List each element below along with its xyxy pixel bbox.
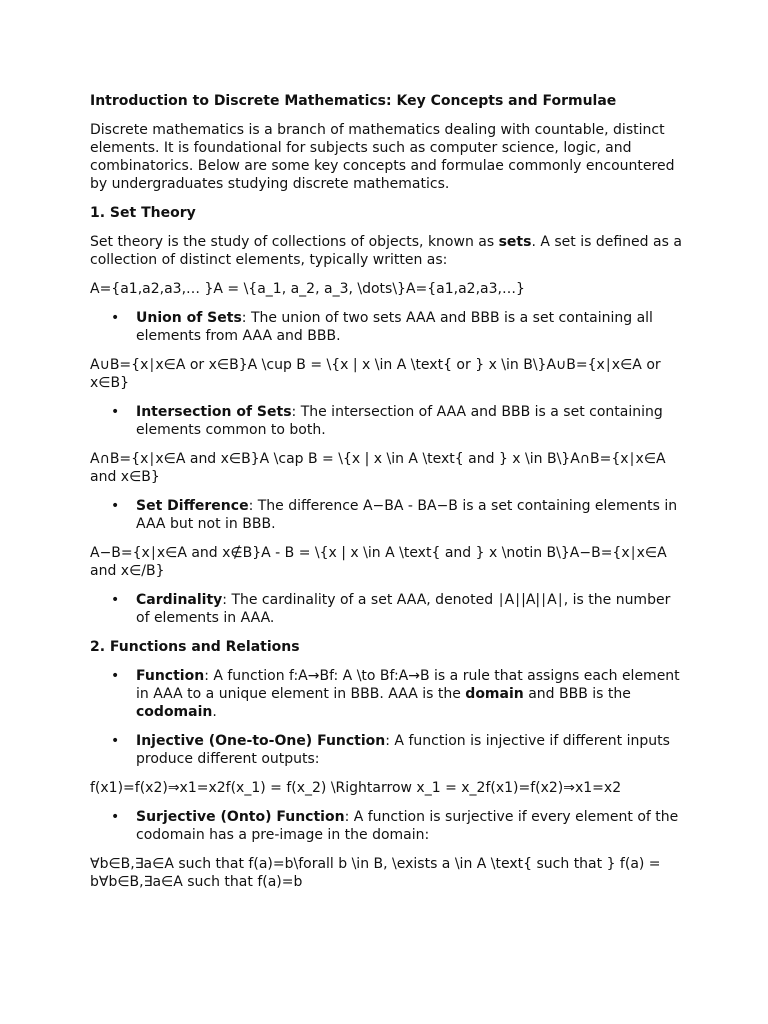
- bold-term: codomain: [136, 704, 213, 720]
- bullet-icon: •: [111, 668, 120, 684]
- text-run: Set theory is the study of collections of objects, known as: [90, 234, 499, 250]
- surjective-formula: ∀b∈B,∃a∈A such that f(a)=b\forall b \in B, \exists a \in A \text{ such that } f(a) = b∀b∈B,∃a∈A such that f(a)=b: [90, 856, 661, 890]
- section-heading-set-theory: 1. Set Theory: [90, 205, 196, 221]
- list-item-function: [90, 667, 682, 721]
- intersection-formula: A∩B={x∣x∈A and x∈B}A \cap B = \{x | x \in A \text{ and } x \in B\}A∩B={x∣x∈A and x∈B}: [90, 451, 666, 485]
- bullet-icon: •: [111, 592, 120, 608]
- list-item-set-difference: [90, 497, 682, 533]
- text-run: : The union of two sets AAA and BBB is a set containing all elements from AAA and BBB.: [136, 310, 653, 344]
- bold-term: Union of Sets: [136, 310, 242, 326]
- bullet-list: [90, 497, 682, 533]
- text-run: and BBB is the: [523, 686, 631, 702]
- bullet-icon: •: [111, 310, 120, 326]
- bold-term: Set Difference: [136, 498, 249, 514]
- injective-formula: f(x1)=f(x2)⇒x1=x2f(x_1) = f(x_2) \Rightarrow x_1 = x_2f(x1​)=f(x2​)⇒x1​=x2​: [90, 780, 622, 796]
- bullet-list: [90, 309, 682, 345]
- bullet-list: [90, 403, 682, 439]
- bullet-list: [90, 808, 682, 844]
- bullet-list: [90, 591, 682, 627]
- bullet-icon: •: [111, 404, 120, 420]
- difference-formula: A−B={x∣x∈A and x∉B}A - B = \{x | x \in A \text{ and } x \notin B\}A−B={x∣x∈A and x∈/B}: [90, 545, 667, 579]
- bullet-list: [90, 667, 682, 768]
- bold-term: domain: [465, 686, 524, 702]
- text-run: : A function is surjective if every element of the codomain has a pre-image in the domain:: [136, 809, 679, 843]
- set-notation-formula: A={a1,a2,a3,… }A = \{a_1, a_2, a_3, \dots\}A={a1,a2,a3,…}: [90, 281, 525, 297]
- bullet-icon: •: [111, 733, 120, 749]
- intro-paragraph: Discrete mathematics is a branch of mathematics dealing with countable, distinct elements. It is foundational for subjects such as computer science, logic, and combinatorics. Below are some key concepts and formulae commonly encountered by undergraduates studying discrete mathematics.: [90, 122, 675, 192]
- section-heading-functions: 2. Functions and Relations: [90, 639, 300, 655]
- list-item-intersection: [90, 403, 682, 439]
- text-run: : A function f:A→Bf: A \to Bf:A→B is a rule that assigns each element in AAA to a unique element in BBB. AAA is the: [136, 668, 680, 702]
- bold-term: Cardinality: [136, 592, 223, 608]
- union-formula: A∪B={x∣x∈A or x∈B}A \cup B = \{x | x \in A \text{ or } x \in B\}A∪B={x∣x∈A or x∈B}: [90, 357, 661, 391]
- text-run: . A set is defined as a collection of distinct elements, typically written as:: [90, 234, 682, 268]
- list-item-surjective: [90, 808, 682, 844]
- bullet-icon: •: [111, 498, 120, 514]
- list-item-union: [90, 309, 682, 345]
- bold-term: Surjective (Onto) Function: [136, 809, 345, 825]
- document-title: Introduction to Discrete Mathematics: Key Concepts and Formulae: [90, 93, 617, 109]
- bold-term: Intersection of Sets: [136, 404, 292, 420]
- document-body: [90, 92, 682, 902]
- bold-term: sets: [498, 234, 532, 250]
- bold-term: Function: [136, 668, 205, 684]
- text-run: : The difference A−BA - BA−B is a set containing elements in AAA but not in BBB.: [136, 498, 678, 532]
- text-run: : The cardinality of a set AAA, denoted ∣A∣|A|∣A∣, is the number of elements in AAA.: [136, 592, 671, 626]
- text-run: : A function is injective if different inputs produce different outputs:: [136, 733, 670, 767]
- list-item-cardinality: [90, 591, 682, 627]
- text-run: : The intersection of AAA and BBB is a set containing elements common to both.: [136, 404, 663, 438]
- text-run: .: [212, 704, 217, 720]
- bullet-icon: •: [111, 809, 120, 825]
- list-item-injective: [90, 732, 682, 768]
- set-theory-paragraph: [90, 233, 682, 269]
- bold-term: Injective (One-to-One) Function: [136, 733, 386, 749]
